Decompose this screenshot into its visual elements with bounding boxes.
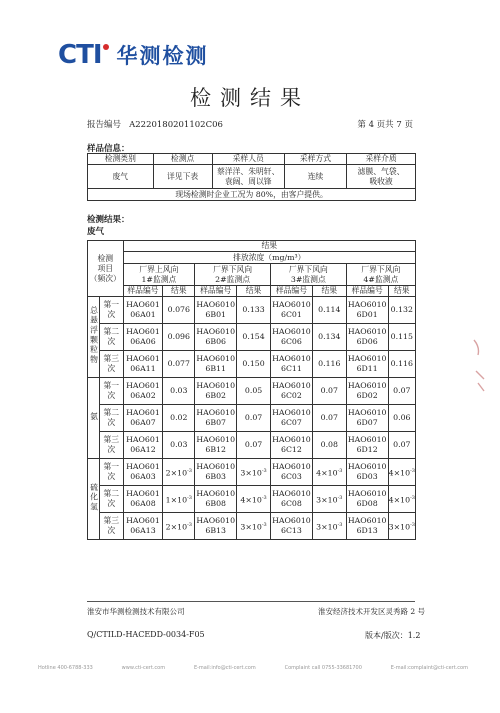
frequency: 第三次	[99, 432, 123, 459]
table-row	[88, 378, 416, 405]
result-value: 0.02	[163, 405, 195, 432]
result-value: $3\times 10^{-3}$	[388, 513, 415, 540]
frequency: 第二次	[99, 405, 123, 432]
result-value: 0.07	[237, 432, 271, 459]
concentration-label: 排放浓度（mg/m³）	[123, 252, 415, 264]
cell-method: 连续	[284, 165, 346, 189]
group-name: 总悬浮颗粒物	[88, 297, 100, 378]
table-row	[88, 405, 416, 432]
result-label: 结果	[388, 286, 415, 297]
result-value: 0.150	[237, 351, 271, 378]
sample-number: HAO6010 6C01	[270, 297, 312, 324]
result-value: 0.07	[237, 405, 271, 432]
sample-number: HAO6010 6D03	[346, 459, 388, 486]
frequency: 第二次	[99, 486, 123, 513]
result-value: $4\times 10^{-3}$	[312, 459, 346, 486]
result-value: $3\times 10^{-3}$	[237, 513, 271, 540]
page-title: 检测结果	[190, 86, 310, 110]
sample-number: HAO6010 6C12	[270, 432, 312, 459]
sample-number: HAO6010 6D06	[346, 324, 388, 351]
logo	[58, 40, 209, 70]
frequency: 第三次	[99, 351, 123, 378]
project-label: 检测 项目 （频次）	[88, 241, 124, 297]
result-value: 0.132	[388, 297, 415, 324]
frequency: 第一次	[99, 297, 123, 324]
cell-medium: 滤膜、气袋、 吸收液	[347, 165, 416, 189]
results-subheading: 废气	[87, 227, 105, 237]
sample-number: HAO6010 6D13	[346, 513, 388, 540]
result-label: 结果	[237, 286, 271, 297]
sample-number: HAO6010 6C03	[270, 459, 312, 486]
result-value: 0.077	[163, 351, 195, 378]
result-value: 0.096	[163, 324, 195, 351]
table-row	[88, 459, 416, 486]
monitoring-point-4: 厂界下风向 4#监测点	[346, 264, 415, 286]
result-value: 0.05	[237, 378, 271, 405]
result-value: 0.07	[312, 405, 346, 432]
sample-number: HAO601 06A06	[123, 324, 163, 351]
logo-cn: 华测检测	[116, 44, 209, 68]
cell-category: 废气	[88, 165, 154, 189]
cell-point: 详见下表	[153, 165, 212, 189]
sample-note: 现场检测时企业工况为 80%，由客户提供。	[88, 189, 416, 201]
page-number: 第 4 页共 7 页	[357, 120, 413, 130]
contact-hotline: Hotline 400-6788-333	[38, 665, 93, 671]
sample-no-label: 样品编号	[346, 286, 388, 297]
sample-number: HAO6010 6C06	[270, 324, 312, 351]
sample-number: HAO6010 6C08	[270, 486, 312, 513]
sample-number: HAO601 06A01	[123, 297, 163, 324]
sample-number: HAO6010 6C07	[270, 405, 312, 432]
sample-number: HAO6010 6C11	[270, 351, 312, 378]
monitoring-point-2: 厂界下风向 2#监测点	[195, 264, 271, 286]
sample-number: HAO601 06A07	[123, 405, 163, 432]
result-value: 0.154	[237, 324, 271, 351]
result-value: 0.134	[312, 324, 346, 351]
table-row	[88, 513, 416, 540]
result-value: 0.133	[237, 297, 271, 324]
sample-number: HAO601 06A03	[123, 459, 163, 486]
sample-number: HAO6010 6C02	[270, 378, 312, 405]
result-label: 结果	[163, 286, 195, 297]
sample-info-table	[87, 153, 416, 201]
result-value: 0.076	[163, 297, 195, 324]
sample-number: HAO601 06A08	[123, 486, 163, 513]
sample-number: HAO6010 6D02	[346, 378, 388, 405]
sample-number: HAO601 06A11	[123, 351, 163, 378]
sample-info-heading: 样品信息：	[87, 144, 130, 154]
sample-number: HAO601 06A12	[123, 432, 163, 459]
contact-complaint-email: E-mail:complaint@cti-cert.com	[390, 665, 468, 671]
table-row	[88, 432, 416, 459]
result-value: $2\times 10^{-3}$	[163, 513, 195, 540]
result-value: 0.114	[312, 297, 346, 324]
sample-number: HAO6010 6D08	[346, 486, 388, 513]
sample-number: HAO6010 6D11	[346, 351, 388, 378]
result-value: 0.03	[163, 378, 195, 405]
sample-number: HAO6010 6B06	[195, 324, 237, 351]
result-value: 0.116	[388, 351, 415, 378]
contact-email: E-mail:info@cti-cert.com	[193, 665, 256, 671]
table-row	[88, 486, 416, 513]
table-row	[88, 324, 416, 351]
result-value: 0.07	[388, 378, 415, 405]
report-line	[87, 118, 413, 130]
sample-number: HAO6010 6B11	[195, 351, 237, 378]
doc-code: Q/CTILD-HACEDD-0034-F05	[87, 630, 205, 639]
result-value: $2\times 10^{-3}$	[163, 459, 195, 486]
logo-cti: CTI	[58, 40, 102, 70]
table-row	[88, 297, 416, 324]
frequency: 第一次	[99, 459, 123, 486]
sample-number: HAO6010 6B07	[195, 405, 237, 432]
result-value: 0.03	[163, 432, 195, 459]
seal-edge-mark	[470, 335, 490, 395]
result-value: 0.07	[312, 378, 346, 405]
sample-number: HAO601 06A13	[123, 513, 163, 540]
version: 版本/版次：1.2	[365, 631, 421, 640]
sample-number: HAO6010 6B02	[195, 378, 237, 405]
table-row	[88, 351, 416, 378]
result-value: $3\times 10^{-3}$	[312, 486, 346, 513]
results-heading: 检测结果： 废气	[87, 215, 130, 237]
sample-number: HAO6010 6D12	[346, 432, 388, 459]
contact-complaint-call: Complaint call 0755-33681700	[284, 665, 362, 671]
footer-rule	[87, 601, 415, 602]
frequency: 第三次	[99, 513, 123, 540]
result-value: 0.115	[388, 324, 415, 351]
header-category: 检测类别	[88, 154, 154, 165]
result-value: $4\times 10^{-3}$	[237, 486, 271, 513]
results-table	[87, 240, 416, 540]
result-value: 0.08	[312, 432, 346, 459]
result-value: 0.116	[312, 351, 346, 378]
sample-number: HAO6010 6B12	[195, 432, 237, 459]
header-point: 检测点	[153, 154, 212, 165]
result-label: 结果	[312, 286, 346, 297]
frequency: 第二次	[99, 324, 123, 351]
result-value: 0.06	[388, 405, 415, 432]
result-value: 0.07	[388, 432, 415, 459]
frequency: 第一次	[99, 378, 123, 405]
sample-number: HAO6010 6B08	[195, 486, 237, 513]
logo-dot-icon	[103, 44, 109, 50]
sample-number: HAO6010 6D07	[346, 405, 388, 432]
cell-staff: 蔡洋洋、朱明轩、 袁阔、周以锋	[212, 165, 284, 189]
header-staff: 采样人员	[212, 154, 284, 165]
monitoring-point-1: 厂界上风向 1#监测点	[123, 264, 195, 286]
sample-number: HAO6010 6B13	[195, 513, 237, 540]
footer-address: 淮安经济技术开发区灵秀路 2 号	[318, 607, 426, 616]
sample-no-label: 样品编号	[195, 286, 237, 297]
sample-no-label: 样品编号	[270, 286, 312, 297]
header-method: 采样方式	[284, 154, 346, 165]
result-value: $3\times 10^{-3}$	[237, 459, 271, 486]
result-value: $4\times 10^{-3}$	[388, 459, 415, 486]
sample-no-label: 样品编号	[123, 286, 163, 297]
sample-number: HAO601 06A02	[123, 378, 163, 405]
result-value: $4\times 10^{-3}$	[388, 486, 415, 513]
sample-number: HAO6010 6B03	[195, 459, 237, 486]
header-medium: 采样介质	[347, 154, 416, 165]
result-value: $3\times 10^{-3}$	[312, 513, 346, 540]
sample-number: HAO6010 6B01	[195, 297, 237, 324]
report-number: 报告编号 A2220180201102C06	[87, 120, 223, 130]
group-name: 硫化氢	[88, 459, 100, 540]
result-value: $1\times 10^{-3}$	[163, 486, 195, 513]
results-label: 结果	[123, 241, 415, 252]
footer-company: 淮安市华测检测技术有限公司	[87, 607, 185, 616]
contact-website: www.cti-cert.com	[121, 665, 166, 671]
sample-number: HAO6010 6C13	[270, 513, 312, 540]
sample-number: HAO6010 6D01	[346, 297, 388, 324]
monitoring-point-3: 厂界下风向 3#监测点	[270, 264, 346, 286]
group-name: 氨	[88, 378, 100, 459]
contact-line	[38, 665, 468, 671]
